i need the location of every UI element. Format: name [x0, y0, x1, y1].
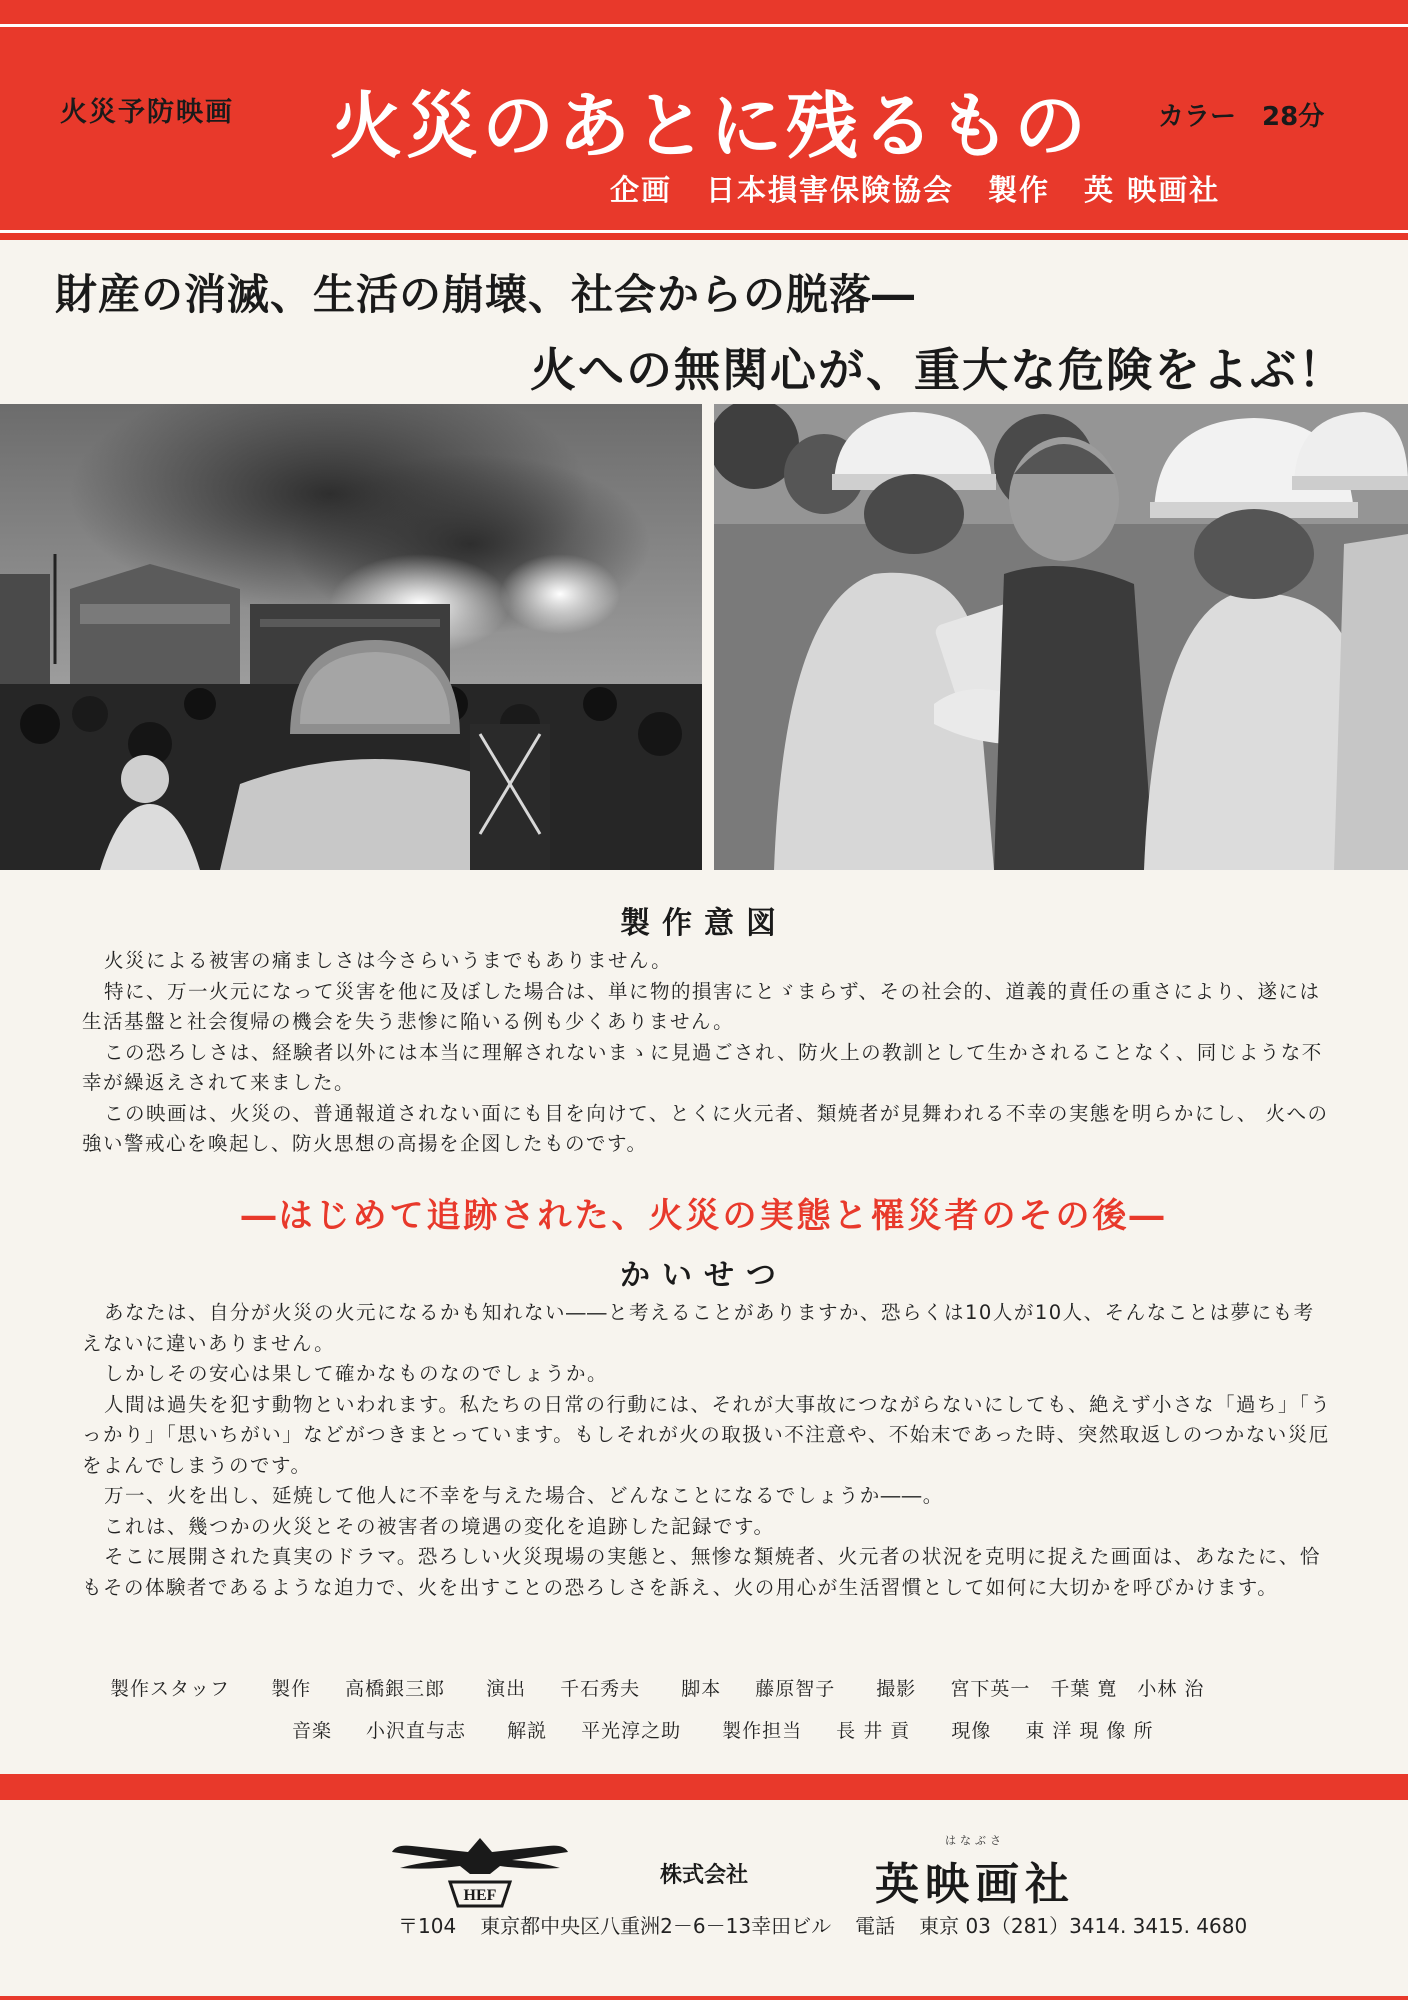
staff-role: 製作担当 [722, 1720, 803, 1742]
postal-code: 〒104 [398, 1914, 457, 1938]
staff-name: 藤原智子 [755, 1678, 836, 1700]
company-name: 英映画社 [875, 1859, 1075, 1910]
staff-name: 高橋銀三郎 [345, 1678, 446, 1700]
production-org: 英 映画社 [1084, 173, 1221, 207]
commentary-title: かいせつ [620, 1258, 788, 1293]
staff-name: 小沢直与志 [366, 1720, 467, 1742]
staff-role: 現像 [951, 1720, 992, 1742]
commentary-paragraph: 人間は過失を犯す動物といわれます。私たちの日常の行動には、それが大事故につながらないにしても、絶えず小さな「過ち」「うっかり」「思いちがい」などがつきまとっています。もしそれが火の取扱い不注意や、不始末であった時、突然取返しのつかない災厄をよんでしまうのです。 [82, 1392, 1332, 1477]
company-type: 株式会社 [660, 1863, 749, 1888]
banner-credits [610, 168, 1220, 209]
staff-role: 演出 [486, 1678, 527, 1700]
commentary-paragraph: これは、幾つかの火災とその被害者の境遇の変化を追跡した記録です。 [104, 1514, 775, 1538]
banner-rule-top [0, 24, 1408, 27]
commentary-paragraph: そこに展開された真実のドラマ。恐ろしい火災現場の実態と、無惨な類焼者、火元者の状況を克明に捉えた画面は、あなたに、恰もその体験者であるような迫力で、火を出すことの恐ろしさを訴え、火の用心が生活習慣として如何に大切かを呼びかけます。 [82, 1545, 1321, 1599]
company-name-block [830, 1832, 1120, 1912]
staff-row-1 [110, 1674, 1238, 1701]
headline-line-1: 財産の消滅、生活の崩壊、社会からの脱落― [55, 270, 916, 319]
title-banner [0, 0, 1408, 240]
commentary-paragraph: 万一、火を出し、延焼して他人に不幸を与えた場合、どんなことになるでしょうか――。 [104, 1484, 944, 1507]
street-address: 東京都中央区八重洲2－6－13幸田ビル [480, 1914, 832, 1938]
staff-role: 撮影 [876, 1678, 917, 1700]
phone-number: 東京 03（281）3414. 3415. 4680 [919, 1914, 1248, 1938]
color-label: カラー [1158, 102, 1237, 132]
staff-name: 平光淳之助 [581, 1720, 682, 1742]
film-meta [1158, 96, 1324, 133]
tagline: ―はじめて追跡された、火災の実態と罹災者のその後― [241, 1196, 1167, 1236]
company-address [398, 1910, 1271, 1939]
commentary-paragraph: あなたは、自分が火災の火元になるかも知れない――と考えることがありますか、恐らくは10人が10人、そんなことは夢にも考えないに違いありません。 [82, 1301, 1315, 1355]
footer-band [0, 1774, 1408, 1800]
company-ruby: はなぶさ [945, 1834, 1005, 1847]
intent-paragraph: この映画は、火災の、普通報道されない面にも目を向けて、とくに火元者、類焼者が見舞われる不幸の実態を明らかにし、 火への強い警戒心を喚起し、防火思想の高揚を企図したものです。 [82, 1101, 1329, 1155]
logo-text: HEF [463, 1887, 497, 1904]
staff-row-2 [292, 1716, 1188, 1743]
footer-rule [0, 1996, 1408, 2000]
intent-paragraph: この恐ろしさは、経験者以外には本当に理解されないまゝに見過ごされ、防火上の教訓として生かされることなく、同じような不幸が繰返えされて来ました。 [82, 1040, 1323, 1094]
staff-name: 宮下英一 千葉 寛 小林 治 [950, 1678, 1205, 1700]
intent-paragraph: 火災による被害の痛ましさは今さらいうまでもありません。 [104, 949, 673, 972]
production-label: 製作 [988, 173, 1051, 207]
commentary-body [82, 1298, 1334, 1603]
staff-role: 脚本 [681, 1678, 722, 1700]
film-title: 火災のあとに残るもの [330, 84, 1091, 168]
firefighters-photo [714, 404, 1408, 870]
staff-role: 製作 [271, 1678, 312, 1700]
intent-title: 製作意図 [620, 906, 788, 941]
pre-title: 火災予防映画 [60, 97, 234, 128]
staff-name: 千石秀夫 [560, 1678, 641, 1700]
hef-eagle-logo-icon [390, 1830, 570, 1920]
commentary-paragraph: しかしその安心は果して確かなものなのでしょうか。 [104, 1362, 609, 1385]
staff-label: 製作スタッフ [110, 1678, 231, 1700]
headline-line-2: 火への無関心が、重大な危険をよぶ！ [530, 343, 1346, 397]
staff-name: 東 洋 現 像 所 [1025, 1720, 1154, 1742]
intent-paragraph: 特に、万一火元になって災害を他に及ぼした場合は、単に物的損害にとゞまらず、その社会的、道義的責任の重さにより、遂には生活基盤と社会復帰の機会を失う悲惨に陥いる例も少くありません。 [82, 979, 1321, 1033]
staff-role: 音楽 [292, 1720, 333, 1742]
intent-body [82, 946, 1334, 1160]
phone-label: 電話 [855, 1914, 896, 1938]
planning-org: 日本損害保険協会 [706, 173, 955, 207]
planning-label: 企画 [610, 173, 673, 207]
runtime: 28分 [1262, 102, 1325, 132]
staff-name: 長 井 貢 [836, 1720, 911, 1742]
banner-rule-bottom [0, 230, 1408, 233]
fire-scene-photo [0, 404, 702, 870]
staff-role: 解説 [507, 1720, 548, 1742]
